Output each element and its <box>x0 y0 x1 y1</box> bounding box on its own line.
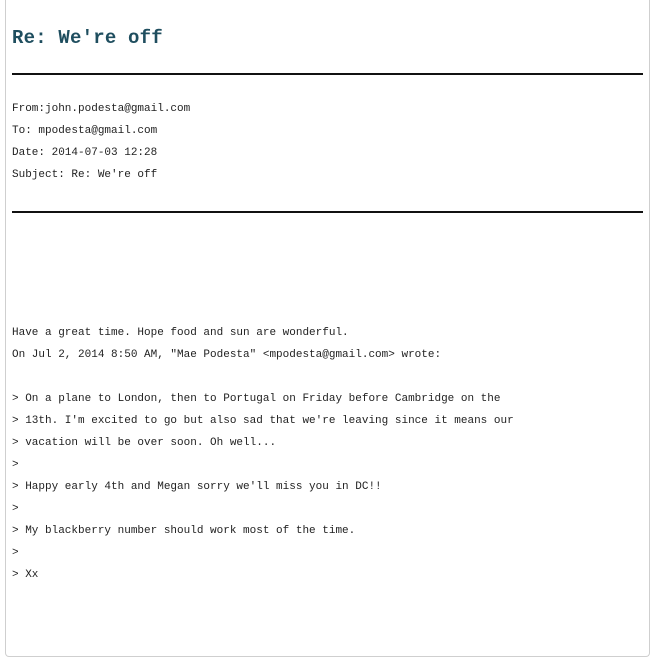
quoted-line: > On a plane to London, then to Portugal on Friday before Cambridge on the <box>12 393 501 405</box>
quoted-line: > <box>12 503 19 515</box>
header-to: To: mpodesta@gmail.com <box>12 125 158 137</box>
email-title: Re: We're off <box>12 27 163 49</box>
quoted-line: > 13th. I'm excited to go but also sad that we're leaving since it means our <box>12 415 514 427</box>
quoted-line: > <box>12 547 19 559</box>
header-divider-bottom <box>12 211 643 213</box>
body-line: Have a great time. Hope food and sun are wonderful. <box>12 327 349 339</box>
quoted-line: > vacation will be over soon. Oh well... <box>12 437 277 449</box>
header-divider-top <box>12 73 643 75</box>
quoted-line: > <box>12 459 19 471</box>
quoted-line: > Xx <box>12 569 39 581</box>
quoted-line: > Happy early 4th and Megan sorry we'll miss you in DC!! <box>12 481 382 493</box>
header-from: From:john.podesta@gmail.com <box>12 103 191 115</box>
header-date: Date: 2014-07-03 12:28 <box>12 147 158 159</box>
body-line: On Jul 2, 2014 8:50 AM, "Mae Podesta" <mpodesta@gmail.com> wrote: <box>12 349 442 361</box>
quoted-line: > My blackberry number should work most of the time. <box>12 525 356 537</box>
header-subject: Subject: Re: We're off <box>12 169 158 181</box>
